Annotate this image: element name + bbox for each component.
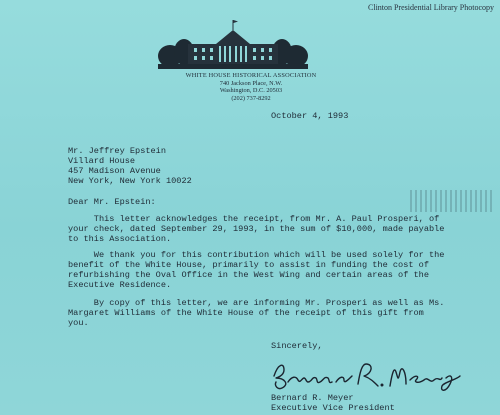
address-line: 740 Jackson Place, N.W. [219, 79, 283, 87]
signer-name: Bernard R. Meyer [271, 393, 354, 403]
paragraph-copy-notice: By copy of this letter, we are informing Mr. Prosperi as well as Ms. Margaret Williams of the White House of the receipt of this gift from you. [68, 298, 445, 329]
paragraph-acknowledgement: This letter acknowledges the receipt, from Mr. A. Paul Prosperi, of your check, dated September 29, 1993, in the sum of $10,000, made payable to this Association. [68, 214, 445, 245]
recipient-address [68, 146, 192, 186]
signature-image [270, 354, 465, 394]
photocopy-notice: Clinton Presidential Library Photocopy [368, 3, 494, 12]
white-house-logo-icon [158, 18, 308, 70]
recipient-line: 457 Madison Avenue [68, 166, 161, 177]
address-line: (202) 737-8292 [231, 94, 271, 102]
salutation: Dear Mr. Epstein: [68, 197, 156, 207]
letterhead [176, 72, 326, 102]
letter-date: October 4, 1993 [271, 111, 349, 121]
closing: Sincerely, [271, 341, 323, 351]
recipient-line: Mr. Jeffrey Epstein [68, 146, 166, 156]
scan-artifact [410, 190, 495, 212]
address-line: Washington, D.C. 20503 [219, 87, 283, 95]
recipient-line: New York, New York 10022 [68, 176, 192, 187]
signer-title: Executive Vice President [271, 403, 395, 414]
recipient-line: Villard House [68, 156, 136, 167]
organization-name: WHITE HOUSE HISTORICAL ASSOCIATION [185, 72, 317, 79]
paragraph-thanks: We thank you for this contribution which will be used solely for the benefit of the White House, primarily to assist in funding the cost of refurbishing the Oval Office in the West Wing and certain areas of the Executive Residence. [68, 250, 445, 291]
signer-block [271, 393, 395, 413]
